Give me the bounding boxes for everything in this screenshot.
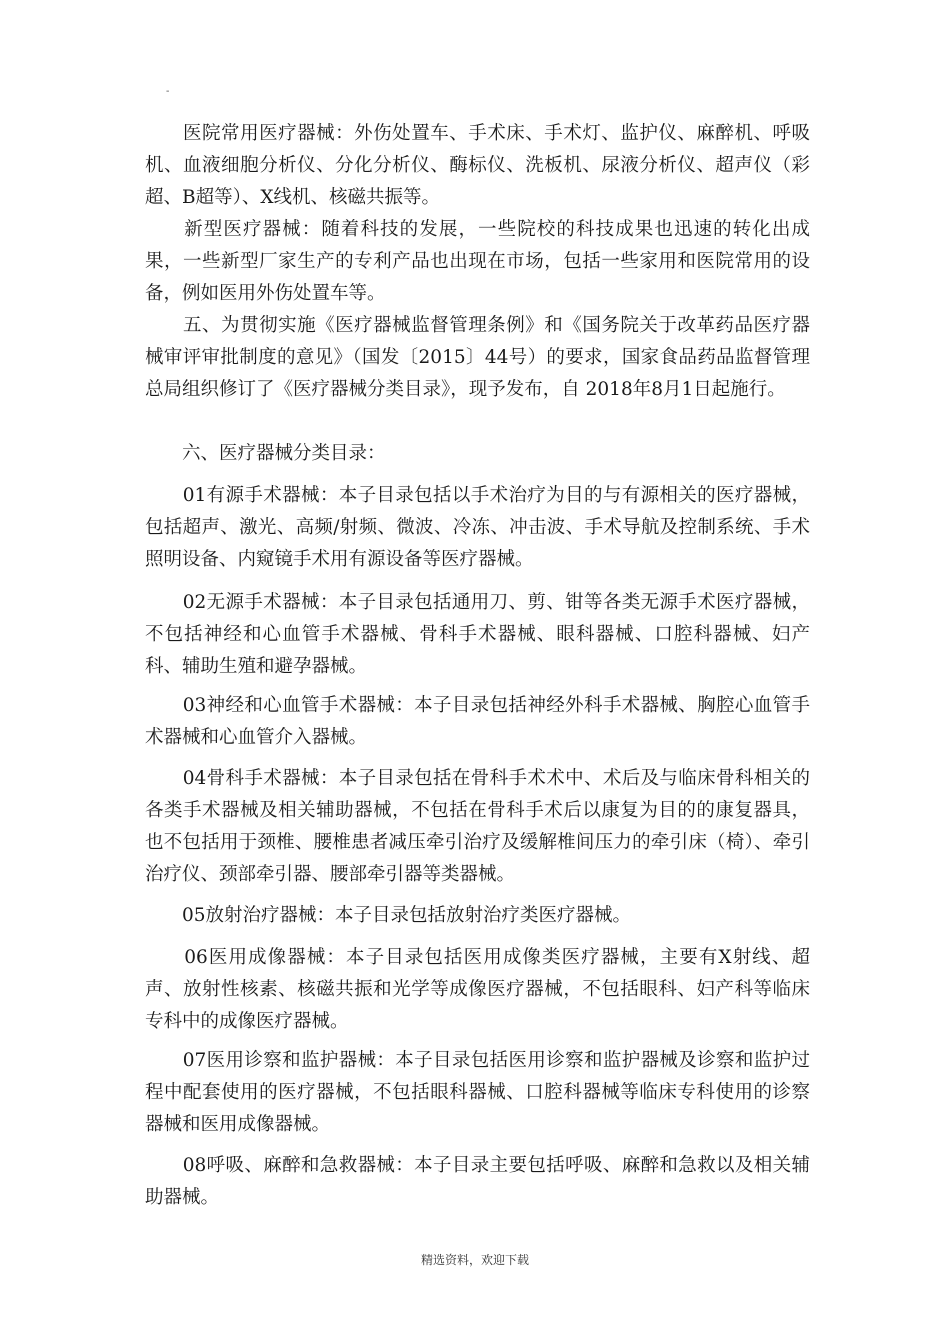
catalog-item-08: 08呼吸、麻醉和急救器械：本子目录主要包括呼吸、麻醉和急救以及相关辅助器械。 (145, 1155, 810, 1208)
catalog-item-03: 03神经和心血管手术器械：本子目录包括神经外科手术器械、胸腔心血管手术器械和心血管介入器械。 (145, 695, 810, 748)
page-footer: 精选资料，欢迎下载 (420, 1253, 529, 1267)
catalog-item-01: 01有源手术器械：本子目录包括以手术治疗为目的与有源相关的医疗器械，包括超声、激光、高频/射频、微波、冷冻、冲击波、手术导航及控制系统、手术照明设备、内窥镜手术用有源设备等医疗器械。 (145, 485, 810, 570)
top-mark: - (166, 86, 170, 97)
paragraph-new-equipment: 新型医疗器械：随着科技的发展，一些院校的科技成果也迅速的转化出成果，一些新型厂家生产的专利产品也出现在市场，包括一些家用和医院常用的设备，例如医用外伤处置车等。 (145, 219, 810, 304)
catalog-item-07: 07医用诊察和监护器械：本子目录包括医用诊察和监护器械及诊察和监护过程中配套使用的医疗器械，不包括眼科器械、口腔科器械等临床专科使用的诊察器械和医用成像器械。 (145, 1050, 810, 1135)
paragraph-section-five: 五、为贯彻实施《医疗器械监督管理条例》和《国务院关于改革药品医疗器械审评审批制度的意见》（国发〔2015〕44号）的要求，国家食品药品监督管理总局组织修订了《医疗器械分类目录》，现予发布，自 2018年8月1日起施行。 (145, 315, 810, 400)
paragraph-section-six: 六、医疗器械分类目录： (145, 443, 386, 464)
catalog-item-05: 05放射治疗器械：本子目录包括放射治疗类医疗器械。 (145, 905, 632, 926)
catalog-item-02: 02无源手术器械：本子目录包括通用刀、剪、钳等各类无源手术医疗器械，不包括神经和心血管手术器械、骨科手术器械、眼科器械、口腔科器械、妇产科、辅助生殖和避孕器械。 (145, 592, 810, 677)
paragraph-hospital-equipment: 医院常用医疗器械：外伤处置车、手术床、手术灯、监护仪、麻醉机、呼吸机、血液细胞分析仪、分化分析仪、酶标仪、洗板机、尿液分析仪、超声仪（彩超、B超等）、X线机、核磁共振等。 (145, 123, 810, 208)
catalog-item-04: 04骨科手术器械：本子目录包括在骨科手术术中、术后及与临床骨科相关的各类手术器械及相关辅助器械，不包括在骨科手术后以康复为目的的康复器具，也不包括用于颈椎、腰椎患者减压牵引治疗及缓解椎间压力的牵引床（椅）、牵引治疗仪、颈部牵引器、腰部牵引器等类器械。 (145, 768, 810, 885)
catalog-item-06: 06医用成像器械：本子目录包括医用成像类医疗器械，主要有X射线、超声、放射性核素、核磁共振和光学等成像医疗器械，不包括眼科、妇产科等临床专科中的成像医疗器械。 (145, 947, 810, 1032)
